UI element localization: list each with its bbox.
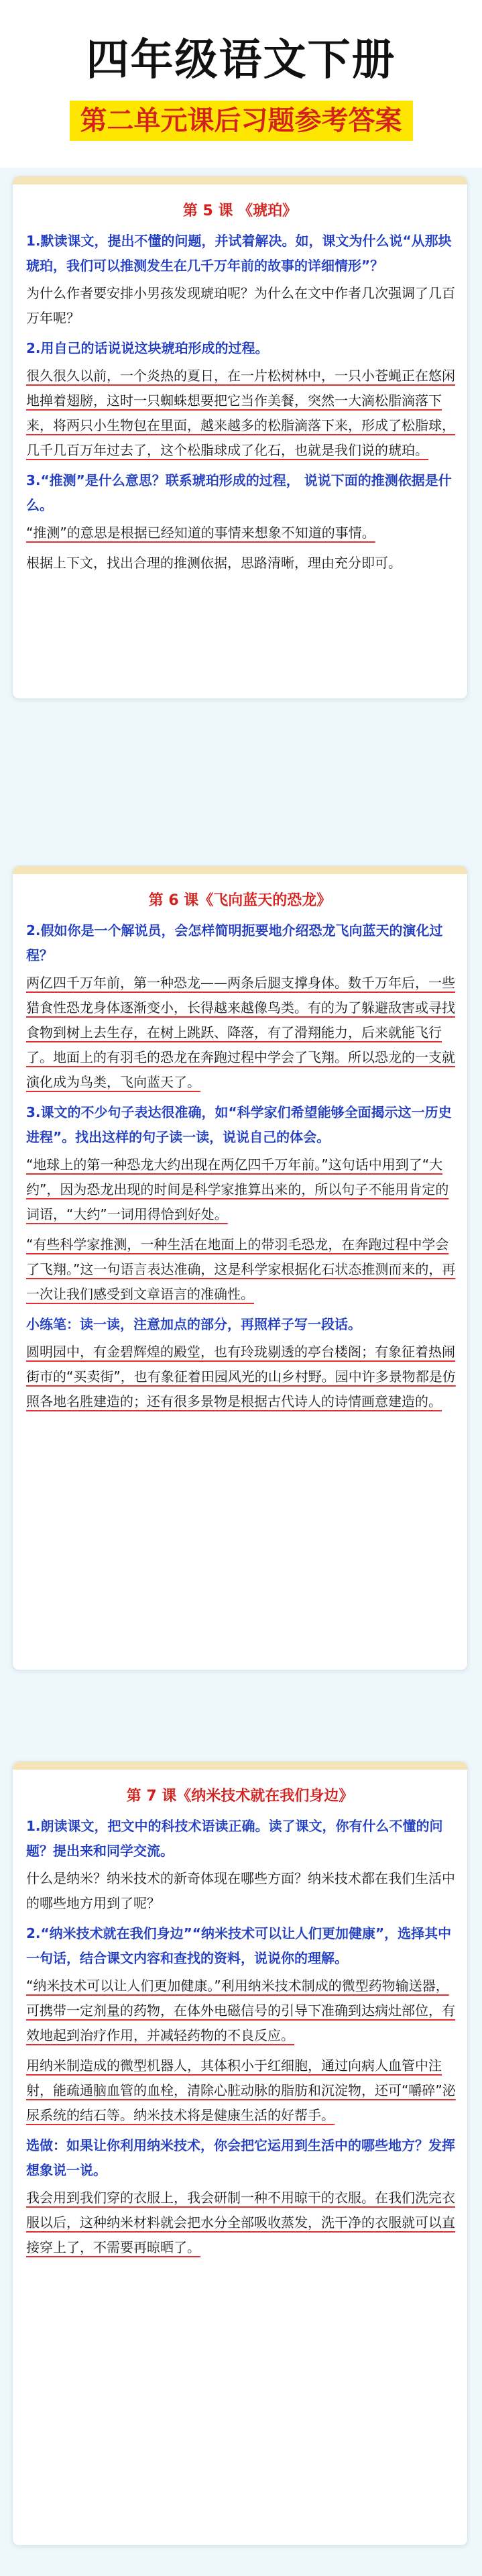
question: 选做：如果让你利用纳米技术，你会把它运用到生活中的哪些地方？发挥想象说一说。 bbox=[26, 2137, 455, 2178]
lesson-card-6 bbox=[12, 865, 468, 1670]
answer: “有些科学家推测，一种生活在地面上的带羽毛恐龙，在奔跑过程中学会了飞翔。”这一句语言表达准确，这是科学家根据化石状态推测而来的，再一次让我们感受到文章语言的准确性。 bbox=[26, 1236, 456, 1302]
page-title: 四年级语文下册 bbox=[86, 36, 396, 85]
lesson-title: 第 6 课《飞向蓝天的恐龙》 bbox=[148, 892, 332, 909]
question: 1.默读课文，提出不懂的问题，并试着解决。如，课文为什么说“从那块琥珀，我们可以推测发生在几千万年前的故事的详细情形”？ bbox=[26, 233, 452, 274]
header bbox=[0, 0, 482, 168]
lesson-card-7 bbox=[12, 1761, 468, 2546]
question: 1.朗读课文，把文中的科技术语读正确。读了课文，你有什么不懂的问题？提出来和同学交流。 bbox=[26, 1818, 443, 1859]
answer: “纳米技术可以让人们更加健康。”利用纳米技术制成的微型药物输送器，可携带一定剂量的药物，在体外电磁信号的引导下准确到达病灶部位，有效地起到治疗作用，并减轻药物的不良反应。 bbox=[26, 1978, 455, 2043]
card-top-bar bbox=[13, 1762, 467, 1770]
lesson-content bbox=[26, 1814, 459, 2265]
answer: 用纳米制造成的微型机器人，其体积小于红细胞，通过向病人血管中注射，能疏通脑血管的血栓，清除心脏动脉的脂肪和沉淀物，还可“嚼碎”泌尿系统的结石等。纳米技术将是健康生活的好帮手。 bbox=[26, 2057, 456, 2123]
answer: 我会用到我们穿的衣服上，我会研制一种不用晾干的衣服。在我们洗完衣服以后，这种纳米材料就会把水分全部吸收蒸发，洗干净的衣服就可以直接穿上了，不需要再晾晒了。 bbox=[26, 2190, 455, 2255]
lesson-content bbox=[26, 229, 459, 581]
answer: 很久很久以前，一个炎热的夏日，在一片松树林中，一只小苍蝇正在悠闲地掸着翅膀，这时一只蜘蛛想要把它当作美餐，突然一大滴松脂滴落下来，将两只小生物包在里面，越来越多的松脂滴落下来，形成了松脂球，几千几百万年过去了，这个松脂球成了化石，也就是我们说的琥珀。 bbox=[26, 368, 455, 458]
question: 2.用自己的话说说这块琥珀形成的过程。 bbox=[26, 340, 269, 356]
lesson-card-5 bbox=[12, 176, 468, 699]
lesson-content bbox=[26, 918, 459, 1419]
answer: 圆明园中，有金碧辉煌的殿堂，也有玲珑剔透的亭台楼阁；有象征着热闹街市的“买卖街”，也有象征着田园风光的山乡村野。园中许多景物都是仿照各地名胜建造的；还有很多景物是根据古代诗人的诗情画意建造的。 bbox=[26, 1344, 456, 1409]
question: 3.课文的不少句子表达很准确，如“科学家们希望能够全面揭示这一历史进程”。找出这样的句子读一读，说说自己的体会。 bbox=[26, 1104, 452, 1145]
answer: 为什么作者要安排小男孩发现琥珀呢？为什么在文中作者几次强调了几百万年呢？ bbox=[26, 285, 455, 326]
subtitle-wrap bbox=[0, 101, 482, 141]
card-top-bar bbox=[13, 866, 467, 874]
answer: 根据上下文，找出合理的推测依据，思路清晰，理由充分即可。 bbox=[26, 555, 402, 571]
card-top-bar bbox=[13, 176, 467, 184]
question: 小练笔：读一读，注意加点的部分，再照样子写一段话。 bbox=[26, 1316, 361, 1332]
answer: “地球上的第一种恐龙大约出现在两亿四千万年前。”这句话中用到了“大约”，因为恐龙出现的时间是科学家推算出来的，所以句子不能用肯定的词语，“大约”一词用得恰到好处。 bbox=[26, 1157, 449, 1222]
lesson-title: 第 7 课《纳米技术就在我们身边》 bbox=[126, 1788, 354, 1805]
question: 2.假如你是一个解说员，会怎样简明扼要地介绍恐龙飞向蓝天的演化过程？ bbox=[26, 922, 443, 963]
page-subtitle: 第二单元课后习题参考答案 bbox=[70, 101, 413, 141]
answer: 什么是纳米？纳米技术的新奇体现在哪些方面？纳米技术都在我们生活中的哪些地方用到了呢？ bbox=[26, 1870, 455, 1911]
question: 3.“推测”是什么意思？联系琥珀形成的过程， 说说下面的推测依据是什么。 bbox=[26, 472, 452, 513]
answer: 两亿四千万年前，第一种恐龙——两条后腿支撑身体。数千万年后，一些猎食性恐龙身体逐渐变小，长得越来越像鸟类。有的为了躲避敌害或寻找食物到树上去生存，在树上跳跃、降落，有了滑翔能力，后来就能飞行了。地面上的有羽毛的恐龙在奔跑过程中学会了飞翔。所以恐龙的一支就演化成为鸟类，飞向蓝天了。 bbox=[26, 975, 455, 1090]
answer: “推测”的意思是根据已经知道的事情来想象不知道的事情。 bbox=[26, 525, 375, 541]
lesson-title: 第 5 课 《琥珀》 bbox=[182, 203, 298, 219]
question: 2.“纳米技术就在我们身边”“纳米技术可以让人们更加健康”，选择其中一句话，结合课文内容和查找的资料，说说你的理解。 bbox=[26, 1925, 452, 1966]
